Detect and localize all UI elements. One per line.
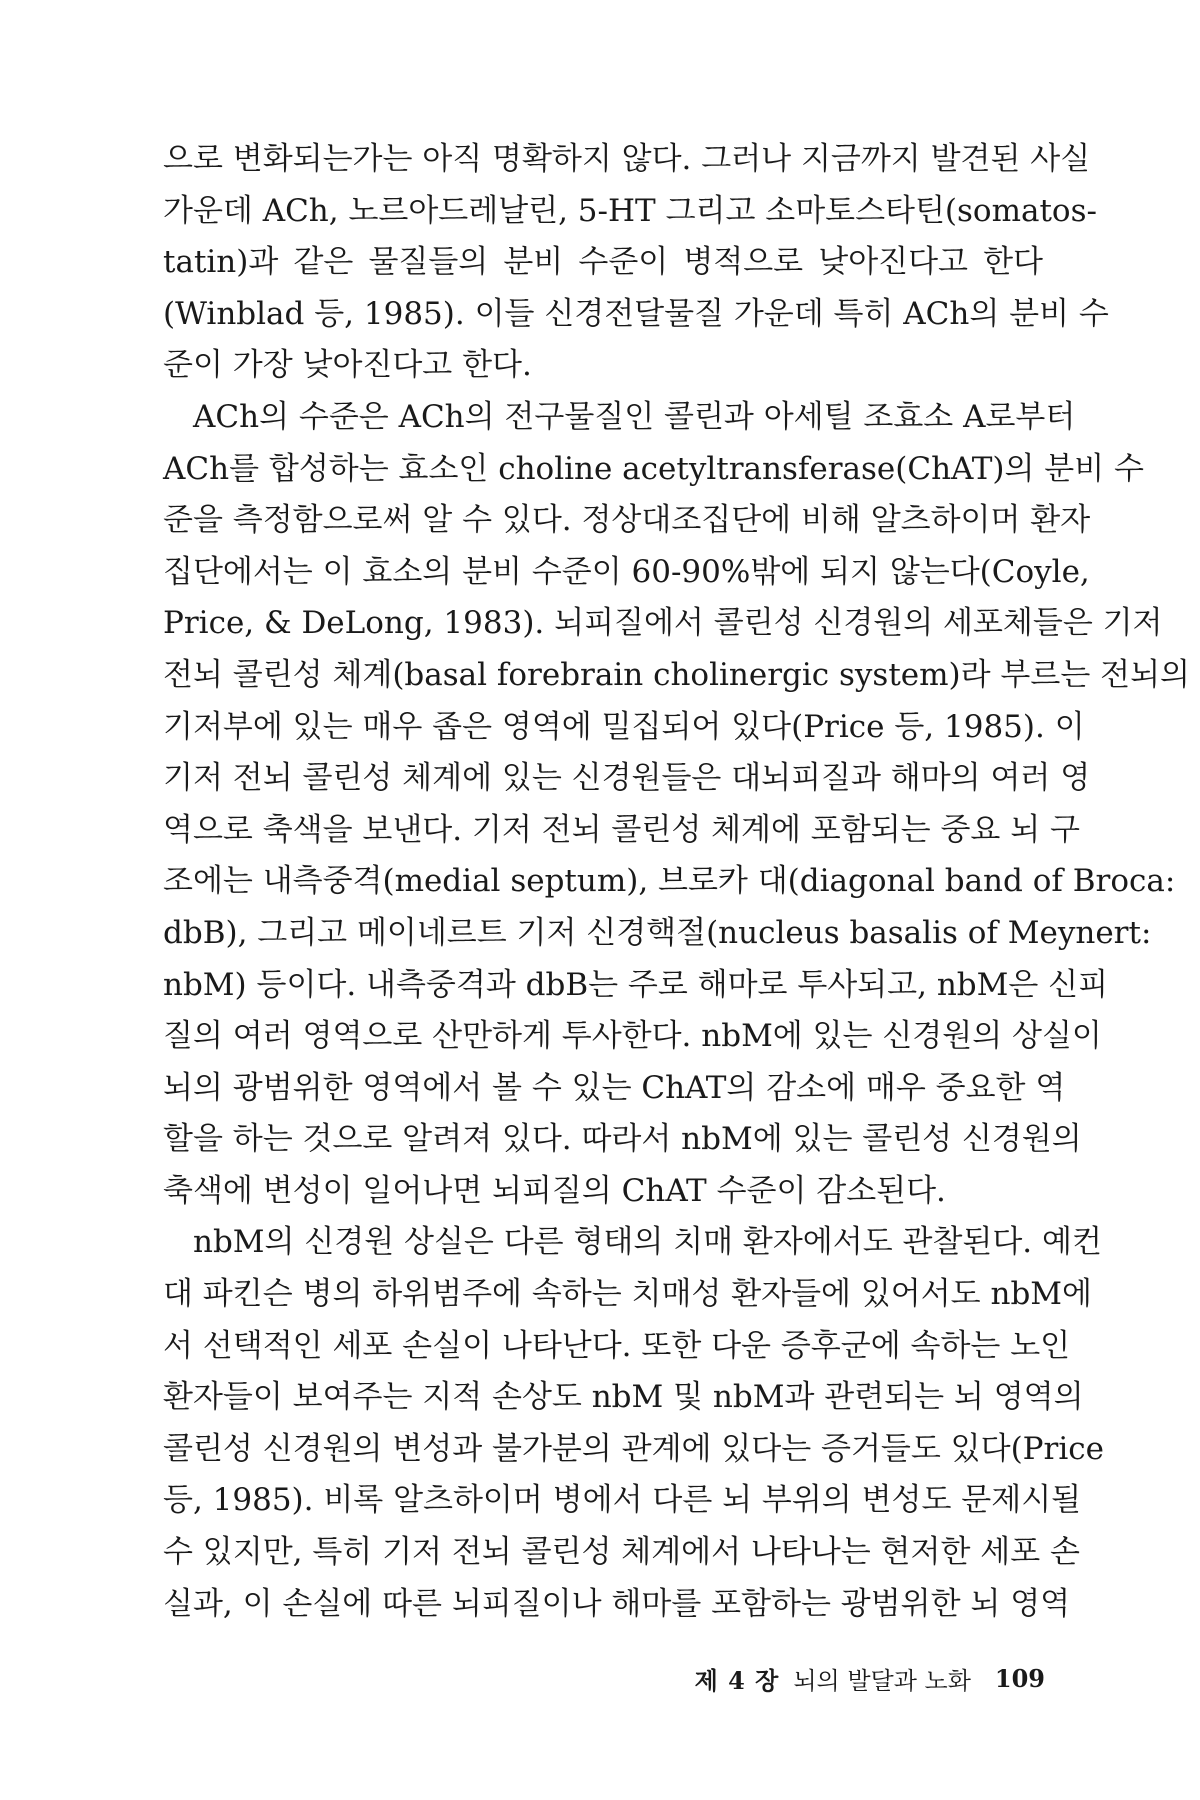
text-line: 기저 전뇌 콜린성 체계에 있는 신경원들은 대뇌피질과 해마의 여러 영 <box>163 760 1091 797</box>
text-line: ACh의 수준은 ACh의 전구물질인 콜린과 아세틸 조효소 A로부터 <box>193 398 1076 435</box>
text-line: 등, 1985). 비록 알츠하이머 병에서 다른 뇌 부위의 변성도 문제시될 <box>163 1482 1082 1519</box>
text-line: 뇌의 광범위한 영역에서 볼 수 있는 ChAT의 감소에 매우 중요한 역 <box>163 1069 1066 1106</box>
text-line: 실과, 이 손실에 따른 뇌피질이나 해마를 포함하는 광범위한 뇌 영역 <box>163 1585 1071 1622</box>
text-line: 역으로 축색을 보낸다. 기저 전뇌 콜린성 체계에 포함되는 중요 뇌 구 <box>163 811 1080 848</box>
page-footer <box>670 1658 1045 1698</box>
text-line: 집단에서는 이 효소의 분비 수준이 60-90%밖에 되지 않는다(Coyle, <box>163 553 1090 590</box>
chapter-title: 뇌의 발달과 노화 <box>793 1666 971 1695</box>
text-line: dbB), 그리고 메이네르트 기저 신경핵절(nucleus basalis of Meynert: <box>163 914 1152 951</box>
text-line: 조에는 내측중격(medial septum), 브로카 대(diagonal band of Broca: <box>163 863 1176 900</box>
text-line: nbM의 신경원 상실은 다른 형태의 치매 환자에서도 관찰된다. 예컨 <box>193 1224 1102 1261</box>
text-line: ACh를 합성하는 효소인 choline acetyltransferase(ChAT)의 분비 수 <box>163 450 1145 487</box>
text-line: 으로 변화되는가는 아직 명확하지 않다. 그러나 지금까지 발견된 사실 <box>163 141 1091 177</box>
text-line: nbM) 등이다. 내측중격과 dbB는 주로 해마로 투사되고, nbM은 신피 <box>163 966 1109 1003</box>
text-line: 준이 가장 낮아진다고 한다. <box>163 347 532 384</box>
text-line: 콜린성 신경원의 변성과 불가분의 관계에 있다는 증거들도 있다(Price <box>163 1430 1104 1467</box>
text-line: 서 선택적인 세포 손실이 나타난다. 또한 다운 증후군에 속하는 노인 <box>163 1327 1071 1364</box>
text-line: 기저부에 있는 매우 좁은 영역에 밀집되어 있다(Price 등, 1985). 이 <box>163 708 1085 745</box>
text-line: 대 파킨슨 병의 하위범주에 속하는 치매성 환자들에 있어서도 nbM에 <box>163 1276 1092 1313</box>
text-line: 질의 여러 영역으로 산만하게 투사한다. nbM에 있는 신경원의 상실이 <box>163 1018 1102 1055</box>
text-line: 준을 측정함으로써 알 수 있다. 정상대조집단에 비해 알츠하이머 환자 <box>163 502 1091 539</box>
text-line: 축색에 변성이 일어나면 뇌피질의 ChAT 수준이 감소된다. <box>163 1172 946 1209</box>
text-line: 환자들이 보여주는 지적 손상도 nbM 및 nbM과 관련되는 뇌 영역의 <box>163 1379 1084 1416</box>
text-line: tatin)과 같은 물질들의 분비 수준이 병적으로 낮아진다고 한다 <box>163 244 1043 281</box>
text-line: 할을 하는 것으로 알려져 있다. 따라서 nbM에 있는 콜린성 신경원의 <box>163 1121 1082 1158</box>
text-line: 전뇌 콜린성 체계(basal forebrain cholinergic system)라 부르는 전뇌의 <box>163 656 1190 693</box>
chapter-label: 제 4 장 <box>694 1665 780 1695</box>
text-line: 수 있지만, 특히 기저 전뇌 콜린성 체계에서 나타나는 현저한 세포 손 <box>163 1534 1080 1571</box>
body-text <box>163 134 1190 1630</box>
text-line: Price, & DeLong, 1983). 뇌피질에서 콜린성 신경원의 세포체들은 기저 <box>163 605 1163 642</box>
text-line: 가운데 ACh, 노르아드레날린, 5-HT 그리고 소마토스타틴(somatos- <box>163 192 1097 229</box>
page-number: 109 <box>994 1663 1045 1693</box>
text-line: (Winblad 등, 1985). 이들 신경전달물질 가운데 특히 ACh의 분비 수 <box>163 295 1109 332</box>
